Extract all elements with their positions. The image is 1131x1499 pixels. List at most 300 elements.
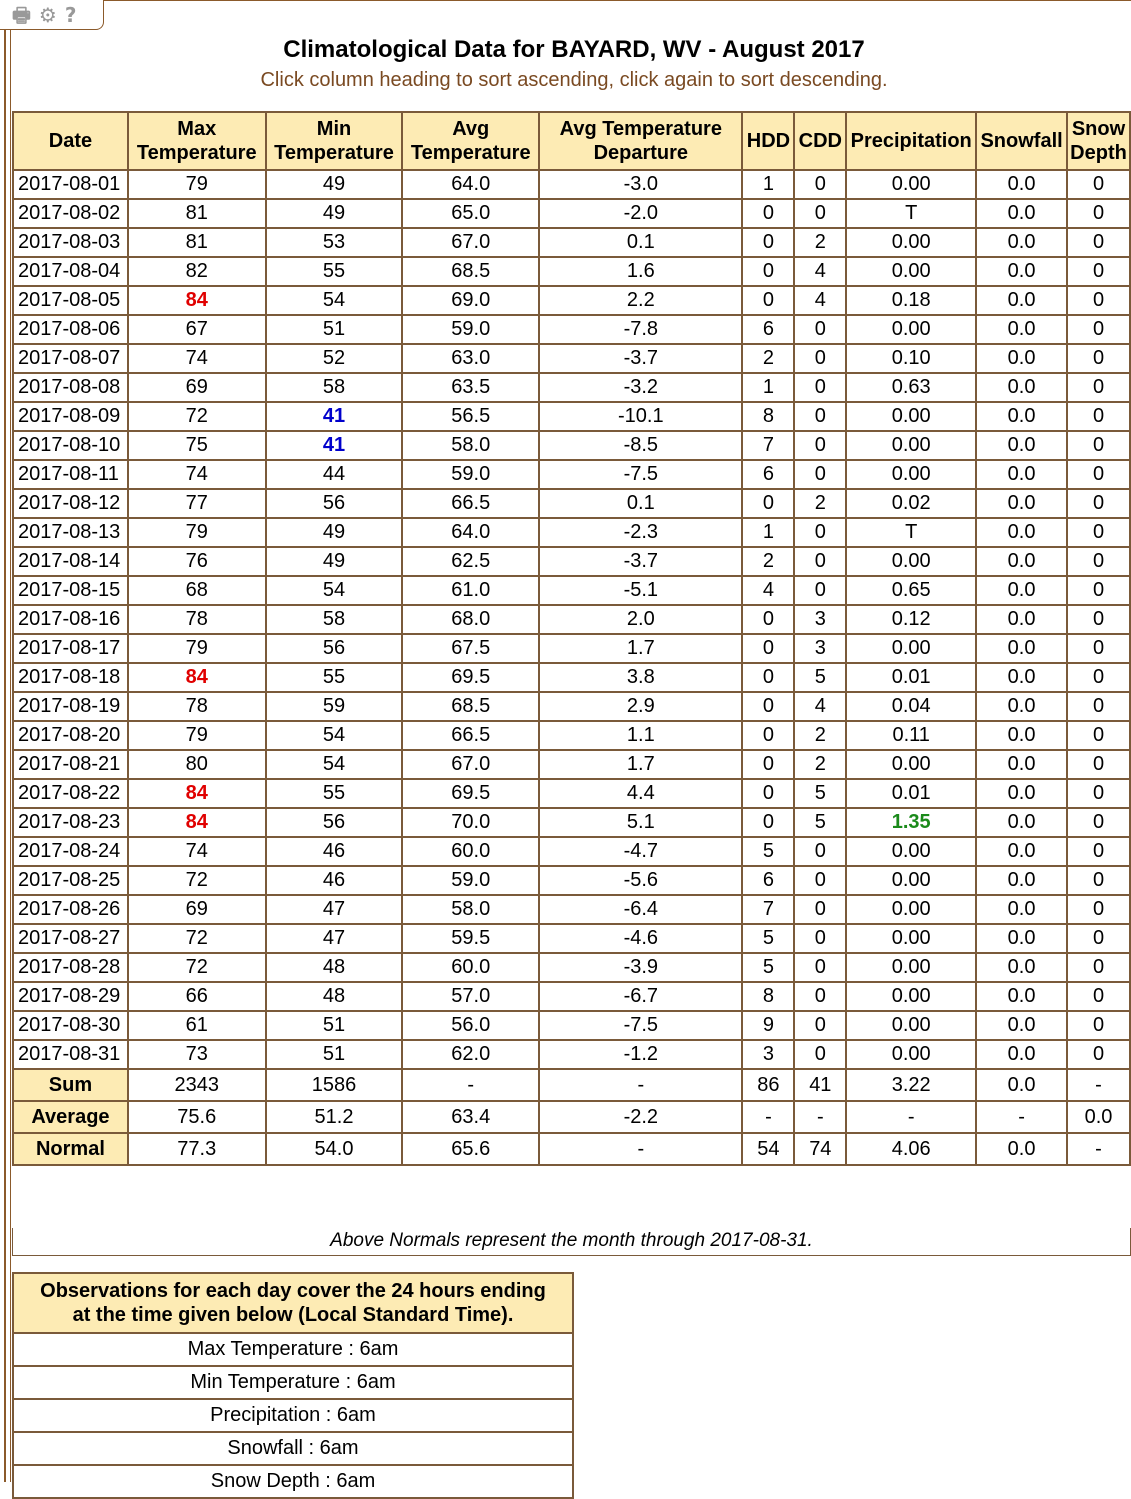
cell-avg-temp-departure: -3.9: [539, 953, 742, 982]
observation-item: Snowfall : 6am: [13, 1432, 573, 1465]
cell-min-temp: 52: [266, 344, 403, 373]
column-header-avg-temp[interactable]: [402, 112, 539, 170]
cell-precipitation: 0.10: [846, 344, 976, 373]
cell-max-temp: 80: [128, 750, 266, 779]
cell-snowfall: 0.0: [976, 228, 1067, 257]
cell-hdd: 0: [742, 692, 794, 721]
cell-hdd: 0: [742, 750, 794, 779]
observation-item: Max Temperature : 6am: [13, 1333, 573, 1366]
cell-snow-depth: 0: [1067, 634, 1130, 663]
gear-icon[interactable]: ⚙: [38, 2, 57, 27]
cell-date: 2017-08-28: [13, 953, 128, 982]
table-row: [13, 518, 1130, 547]
cell-snow-depth: 0: [1067, 402, 1130, 431]
column-header-label: Temperature: [274, 142, 394, 164]
summary-cell-max-temp: 2343: [128, 1069, 266, 1101]
cell-snowfall: 0.0: [976, 257, 1067, 286]
cell-precipitation: 0.00: [846, 460, 976, 489]
column-header-cdd[interactable]: [794, 112, 846, 170]
summary-cell-min-temp: 54.0: [266, 1133, 403, 1165]
cell-snowfall: 0.0: [976, 779, 1067, 808]
cell-precipitation: 0.00: [846, 866, 976, 895]
cell-cdd: 0: [794, 315, 846, 344]
summary-cell-avg-temp-departure: -2.2: [539, 1101, 742, 1133]
cell-avg-temp: 57.0: [402, 982, 539, 1011]
cell-snow-depth: 0: [1067, 779, 1130, 808]
cell-min-temp: 56: [266, 634, 403, 663]
cell-max-temp: 82: [128, 257, 266, 286]
cell-date: 2017-08-22: [13, 779, 128, 808]
summary-cell-min-temp: 1586: [266, 1069, 403, 1101]
cell-avg-temp-departure: 1.7: [539, 634, 742, 663]
cell-snow-depth: 0: [1067, 460, 1130, 489]
summary-cell-precipitation: -: [846, 1101, 976, 1133]
cell-min-temp: 58: [266, 605, 403, 634]
cell-avg-temp-departure: -5.6: [539, 866, 742, 895]
cell-min-temp: 54: [266, 721, 403, 750]
cell-min-temp: 54: [266, 286, 403, 315]
cell-avg-temp: 70.0: [402, 808, 539, 837]
cell-snowfall: 0.0: [976, 692, 1067, 721]
cell-min-temp: 51: [266, 1011, 403, 1040]
cell-date: 2017-08-21: [13, 750, 128, 779]
cell-max-temp: 79: [128, 170, 266, 199]
cell-min-temp: 53: [266, 228, 403, 257]
cell-max-temp: 77: [128, 489, 266, 518]
table-row: [13, 228, 1130, 257]
cell-snowfall: 0.0: [976, 982, 1067, 1011]
cell-snow-depth: 0: [1067, 489, 1130, 518]
cell-snow-depth: 0: [1067, 315, 1130, 344]
cell-avg-temp-departure: -6.7: [539, 982, 742, 1011]
cell-date: 2017-08-07: [13, 344, 128, 373]
cell-snowfall: 0.0: [976, 518, 1067, 547]
cell-min-temp: 54: [266, 576, 403, 605]
observation-item: Precipitation : 6am: [13, 1399, 573, 1432]
summary-row-normal: [13, 1133, 1130, 1165]
cell-max-temp: 76: [128, 547, 266, 576]
summary-cell-hdd: 86: [742, 1069, 794, 1101]
cell-min-temp: 58: [266, 373, 403, 402]
cell-avg-temp-departure: -1.2: [539, 1040, 742, 1069]
cell-cdd: 0: [794, 837, 846, 866]
cell-hdd: 8: [742, 982, 794, 1011]
cell-max-temp: 72: [128, 402, 266, 431]
cell-avg-temp: 59.0: [402, 315, 539, 344]
cell-date: 2017-08-19: [13, 692, 128, 721]
cell-max-temp: 72: [128, 924, 266, 953]
cell-hdd: 0: [742, 228, 794, 257]
cell-avg-temp: 56.5: [402, 402, 539, 431]
cell-date: 2017-08-18: [13, 663, 128, 692]
column-header-max-temp[interactable]: [128, 112, 266, 170]
table-row: [13, 721, 1130, 750]
column-header-label: Max: [177, 118, 217, 140]
cell-avg-temp: 62.0: [402, 1040, 539, 1069]
cell-min-temp: 47: [266, 895, 403, 924]
cell-snowfall: 0.0: [976, 895, 1067, 924]
cell-avg-temp: 67.0: [402, 750, 539, 779]
cell-min-temp: 48: [266, 953, 403, 982]
summary-cell-hdd: 54: [742, 1133, 794, 1165]
cell-precipitation: 0.00: [846, 257, 976, 286]
cell-snowfall: 0.0: [976, 953, 1067, 982]
cell-avg-temp-departure: -3.7: [539, 547, 742, 576]
cell-avg-temp: 65.0: [402, 199, 539, 228]
cell-max-temp: 79: [128, 721, 266, 750]
column-header-snowfall[interactable]: [976, 112, 1067, 170]
cell-cdd: 0: [794, 518, 846, 547]
cell-cdd: 0: [794, 1040, 846, 1069]
cell-precipitation: 0.00: [846, 402, 976, 431]
cell-max-temp: 84: [128, 286, 266, 315]
cell-avg-temp-departure: 0.1: [539, 489, 742, 518]
cell-precipitation: 0.00: [846, 634, 976, 663]
cell-hdd: 0: [742, 634, 794, 663]
cell-date: 2017-08-11: [13, 460, 128, 489]
summary-cell-snowfall: 0.0: [976, 1069, 1067, 1101]
cell-snow-depth: 0: [1067, 344, 1130, 373]
cell-max-temp: 84: [128, 663, 266, 692]
cell-snowfall: 0.0: [976, 634, 1067, 663]
observation-row: [13, 1366, 573, 1399]
cell-avg-temp-departure: -7.5: [539, 1011, 742, 1040]
cell-snowfall: 0.0: [976, 199, 1067, 228]
cell-avg-temp-departure: 0.1: [539, 228, 742, 257]
cell-max-temp: 78: [128, 692, 266, 721]
cell-hdd: 6: [742, 460, 794, 489]
observation-header-line2: at the time given below (Local Standard Time).: [72, 1304, 514, 1326]
cell-cdd: 0: [794, 982, 846, 1011]
cell-snowfall: 0.0: [976, 170, 1067, 199]
cell-avg-temp: 63.0: [402, 344, 539, 373]
cell-min-temp: 55: [266, 779, 403, 808]
cell-snow-depth: 0: [1067, 605, 1130, 634]
cell-cdd: 0: [794, 547, 846, 576]
cell-hdd: 1: [742, 518, 794, 547]
cell-cdd: 0: [794, 170, 846, 199]
cell-max-temp: 78: [128, 605, 266, 634]
cell-date: 2017-08-08: [13, 373, 128, 402]
cell-snowfall: 0.0: [976, 605, 1067, 634]
cell-snowfall: 0.0: [976, 837, 1067, 866]
cell-cdd: 0: [794, 924, 846, 953]
summary-label: Sum: [13, 1069, 128, 1101]
cell-min-temp: 41: [266, 431, 403, 460]
cell-date: 2017-08-09: [13, 402, 128, 431]
cell-hdd: 0: [742, 489, 794, 518]
cell-cdd: 5: [794, 808, 846, 837]
cell-avg-temp-departure: 1.1: [539, 721, 742, 750]
cell-snowfall: 0.0: [976, 924, 1067, 953]
cell-avg-temp-departure: -2.3: [539, 518, 742, 547]
cell-max-temp: 75: [128, 431, 266, 460]
summary-cell-precipitation: 4.06: [846, 1133, 976, 1165]
table-row: [13, 373, 1130, 402]
cell-snow-depth: 0: [1067, 924, 1130, 953]
cell-avg-temp: 58.0: [402, 895, 539, 924]
column-header-precipitation[interactable]: [846, 112, 976, 170]
cell-snow-depth: 0: [1067, 199, 1130, 228]
summary-cell-avg-temp: -: [402, 1069, 539, 1101]
cell-precipitation: 0.00: [846, 1011, 976, 1040]
cell-hdd: 8: [742, 402, 794, 431]
cell-min-temp: 46: [266, 837, 403, 866]
cell-snowfall: 0.0: [976, 344, 1067, 373]
cell-snowfall: 0.0: [976, 431, 1067, 460]
summary-row-average: [13, 1101, 1130, 1133]
cell-snow-depth: 0: [1067, 895, 1130, 924]
cell-snow-depth: 0: [1067, 837, 1130, 866]
summary-cell-cdd: 41: [794, 1069, 846, 1101]
cell-snow-depth: 0: [1067, 1040, 1130, 1069]
cell-precipitation: T: [846, 518, 976, 547]
cell-hdd: 9: [742, 1011, 794, 1040]
cell-precipitation: 0.00: [846, 431, 976, 460]
cell-max-temp: 74: [128, 344, 266, 373]
cell-date: 2017-08-05: [13, 286, 128, 315]
cell-avg-temp: 68.5: [402, 257, 539, 286]
cell-snowfall: 0.0: [976, 547, 1067, 576]
column-header-label: Avg Temperature: [559, 118, 722, 140]
summary-cell-max-temp: 77.3: [128, 1133, 266, 1165]
column-header-label: HDD: [746, 130, 791, 152]
cell-min-temp: 51: [266, 1040, 403, 1069]
observation-row: [13, 1399, 573, 1432]
table-row: [13, 402, 1130, 431]
table-row: [13, 924, 1130, 953]
column-header-label: Snow: [1071, 118, 1126, 140]
cell-hdd: 1: [742, 170, 794, 199]
cell-avg-temp: 67.5: [402, 634, 539, 663]
cell-snow-depth: 0: [1067, 982, 1130, 1011]
cell-snowfall: 0.0: [976, 315, 1067, 344]
cell-snow-depth: 0: [1067, 228, 1130, 257]
page-frame-top: [104, 0, 1131, 1]
summary-cell-snow-depth: -: [1067, 1133, 1130, 1165]
column-header-label: Temperature: [410, 142, 531, 164]
cell-snow-depth: 0: [1067, 257, 1130, 286]
table-row: [13, 576, 1130, 605]
cell-max-temp: 81: [128, 199, 266, 228]
cell-hdd: 7: [742, 431, 794, 460]
cell-cdd: 4: [794, 692, 846, 721]
cell-precipitation: 0.00: [846, 750, 976, 779]
cell-avg-temp: 56.0: [402, 1011, 539, 1040]
cell-precipitation: 0.00: [846, 924, 976, 953]
cell-precipitation: 0.00: [846, 953, 976, 982]
column-header-label: Avg: [452, 118, 490, 140]
cell-hdd: 5: [742, 837, 794, 866]
cell-precipitation: 0.01: [846, 779, 976, 808]
cell-min-temp: 51: [266, 315, 403, 344]
cell-cdd: 0: [794, 344, 846, 373]
cell-date: 2017-08-14: [13, 547, 128, 576]
cell-hdd: 0: [742, 779, 794, 808]
cell-hdd: 0: [742, 257, 794, 286]
summary-cell-hdd: -: [742, 1101, 794, 1133]
column-header-snow-depth[interactable]: [1067, 112, 1130, 170]
cell-date: 2017-08-04: [13, 257, 128, 286]
cell-hdd: 5: [742, 924, 794, 953]
cell-hdd: 0: [742, 663, 794, 692]
cell-precipitation: 0.00: [846, 315, 976, 344]
cell-snowfall: 0.0: [976, 460, 1067, 489]
cell-avg-temp-departure: 2.0: [539, 605, 742, 634]
cell-avg-temp: 68.5: [402, 692, 539, 721]
cell-precipitation: 0.11: [846, 721, 976, 750]
cell-date: 2017-08-30: [13, 1011, 128, 1040]
cell-avg-temp-departure: 4.4: [539, 779, 742, 808]
cell-avg-temp-departure: -4.7: [539, 837, 742, 866]
cell-avg-temp-departure: -3.0: [539, 170, 742, 199]
cell-snow-depth: 0: [1067, 750, 1130, 779]
cell-avg-temp: 59.5: [402, 924, 539, 953]
cell-cdd: 5: [794, 663, 846, 692]
cell-max-temp: 72: [128, 866, 266, 895]
cell-snow-depth: 0: [1067, 808, 1130, 837]
cell-hdd: 0: [742, 605, 794, 634]
cell-cdd: 0: [794, 431, 846, 460]
cell-snow-depth: 0: [1067, 1011, 1130, 1040]
cell-min-temp: 49: [266, 170, 403, 199]
cell-precipitation: 0.00: [846, 982, 976, 1011]
observation-times-table: [12, 1272, 574, 1499]
cell-cdd: 0: [794, 576, 846, 605]
column-header-label: CDD: [798, 130, 842, 152]
table-row: [13, 895, 1130, 924]
cell-hdd: 7: [742, 895, 794, 924]
cell-hdd: 3: [742, 1040, 794, 1069]
summary-cell-snow-depth: -: [1067, 1069, 1130, 1101]
cell-hdd: 4: [742, 576, 794, 605]
cell-snowfall: 0.0: [976, 866, 1067, 895]
cell-date: 2017-08-01: [13, 170, 128, 199]
observation-header-line1: Observations for each day cover the 24 hours ending: [40, 1280, 546, 1302]
cell-date: 2017-08-15: [13, 576, 128, 605]
table-row: [13, 634, 1130, 663]
column-header-hdd[interactable]: [742, 112, 794, 170]
toolbar: [0, 0, 104, 30]
table-row: [13, 982, 1130, 1011]
cell-snow-depth: 0: [1067, 721, 1130, 750]
cell-avg-temp-departure: 3.8: [539, 663, 742, 692]
cell-max-temp: 68: [128, 576, 266, 605]
cell-max-temp: 61: [128, 1011, 266, 1040]
cell-date: 2017-08-10: [13, 431, 128, 460]
cell-snow-depth: 0: [1067, 373, 1130, 402]
column-header-avg-temp-departure[interactable]: [539, 112, 742, 170]
cell-snow-depth: 0: [1067, 286, 1130, 315]
cell-snowfall: 0.0: [976, 1011, 1067, 1040]
column-header-label: Snowfall: [980, 130, 1063, 152]
cell-avg-temp-departure: -3.2: [539, 373, 742, 402]
cell-cdd: 2: [794, 228, 846, 257]
table-row: [13, 837, 1130, 866]
cell-cdd: 2: [794, 721, 846, 750]
cell-avg-temp: 63.5: [402, 373, 539, 402]
summary-cell-avg-temp-departure: -: [539, 1133, 742, 1165]
cell-min-temp: 41: [266, 402, 403, 431]
table-row: [13, 199, 1130, 228]
table-row: [13, 431, 1130, 460]
cell-snow-depth: 0: [1067, 518, 1130, 547]
cell-precipitation: 0.00: [846, 1040, 976, 1069]
cell-avg-temp-departure: 2.9: [539, 692, 742, 721]
cell-avg-temp: 60.0: [402, 953, 539, 982]
cell-hdd: 6: [742, 315, 794, 344]
cell-date: 2017-08-25: [13, 866, 128, 895]
cell-max-temp: 84: [128, 808, 266, 837]
cell-hdd: 0: [742, 808, 794, 837]
table-row: [13, 750, 1130, 779]
cell-date: 2017-08-06: [13, 315, 128, 344]
cell-min-temp: 49: [266, 518, 403, 547]
cell-date: 2017-08-02: [13, 199, 128, 228]
cell-cdd: 0: [794, 953, 846, 982]
cell-avg-temp-departure: -2.0: [539, 199, 742, 228]
cell-date: 2017-08-31: [13, 1040, 128, 1069]
table-row: [13, 460, 1130, 489]
cell-date: 2017-08-17: [13, 634, 128, 663]
column-header-date[interactable]: [13, 112, 128, 170]
cell-precipitation: 0.63: [846, 373, 976, 402]
summary-cell-min-temp: 51.2: [266, 1101, 403, 1133]
cell-avg-temp-departure: -5.1: [539, 576, 742, 605]
observation-row: [13, 1333, 573, 1366]
cell-snowfall: 0.0: [976, 750, 1067, 779]
help-icon[interactable]: ?: [64, 2, 77, 27]
cell-min-temp: 55: [266, 663, 403, 692]
cell-avg-temp: 68.0: [402, 605, 539, 634]
column-header-label: Date: [48, 130, 93, 152]
page-frame-left: [4, 0, 6, 1482]
cell-avg-temp: 59.0: [402, 866, 539, 895]
cell-cdd: 5: [794, 779, 846, 808]
column-header-label: Temperature: [136, 142, 257, 164]
cell-max-temp: 84: [128, 779, 266, 808]
column-header-min-temp[interactable]: [266, 112, 403, 170]
cell-hdd: 0: [742, 286, 794, 315]
cell-precipitation: 0.00: [846, 228, 976, 257]
normals-footnote: Above Normals represent the month through 2017-08-31.: [12, 1228, 1131, 1256]
cell-max-temp: 81: [128, 228, 266, 257]
column-header-label: Depth: [1070, 142, 1127, 164]
summary-cell-cdd: 74: [794, 1133, 846, 1165]
cell-max-temp: 79: [128, 634, 266, 663]
cell-max-temp: 69: [128, 373, 266, 402]
cell-precipitation: 0.00: [846, 837, 976, 866]
cell-avg-temp-departure: 2.2: [539, 286, 742, 315]
table-row: [13, 344, 1130, 373]
summary-cell-avg-temp: 63.4: [402, 1101, 539, 1133]
cell-avg-temp: 62.5: [402, 547, 539, 576]
table-row: [13, 257, 1130, 286]
cell-max-temp: 67: [128, 315, 266, 344]
cell-avg-temp-departure: 1.6: [539, 257, 742, 286]
summary-cell-precipitation: 3.22: [846, 1069, 976, 1101]
cell-min-temp: 55: [266, 257, 403, 286]
cell-cdd: 0: [794, 895, 846, 924]
cell-hdd: 2: [742, 547, 794, 576]
cell-avg-temp-departure: 5.1: [539, 808, 742, 837]
climate-data-table: [12, 111, 1131, 1166]
cell-min-temp: 48: [266, 982, 403, 1011]
print-icon[interactable]: 🖶: [12, 2, 31, 27]
cell-avg-temp: 69.0: [402, 286, 539, 315]
cell-snowfall: 0.0: [976, 808, 1067, 837]
cell-avg-temp: 69.5: [402, 779, 539, 808]
